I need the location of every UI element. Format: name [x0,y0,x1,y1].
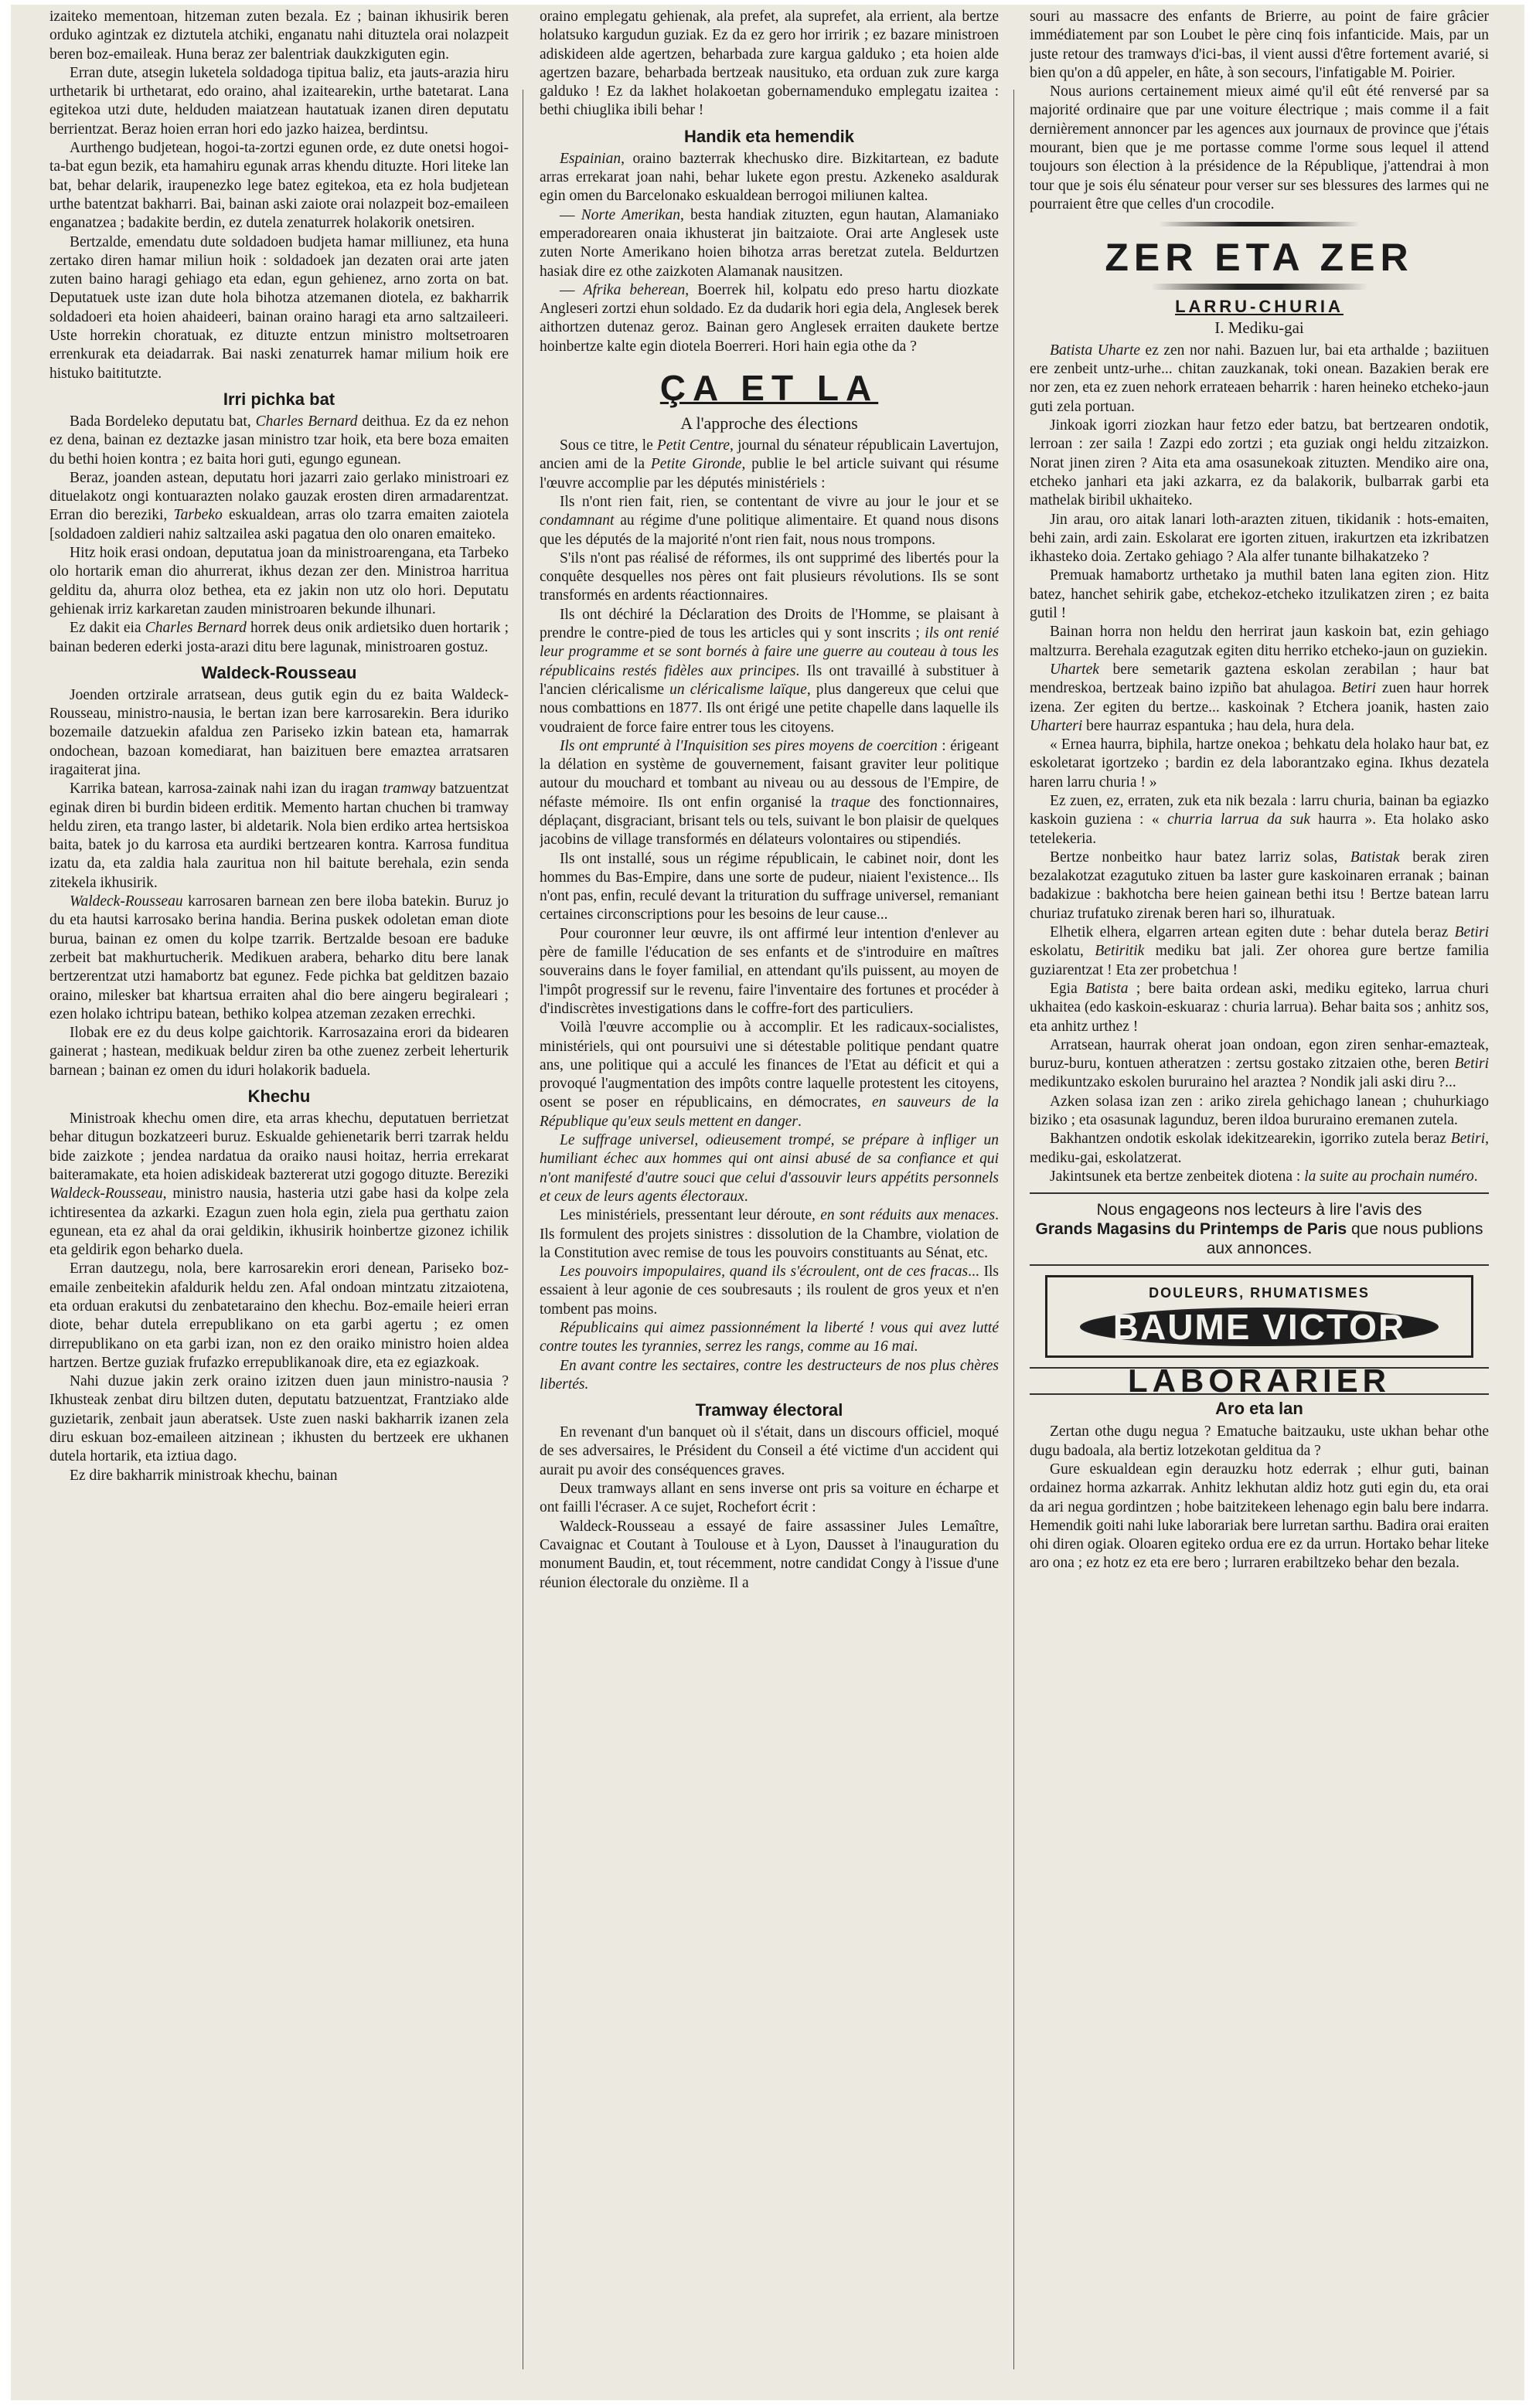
paragraph: Ez zuen, ez, erraten, zuk eta nik bezala : larru churia, bainan ba egiazko kaskoin guziena : « churria larrua da suk haurra ». Eta holako asko tetelekeria. [1030,792,1489,847]
paragraph: Jakintsunek eta bertze zenbeitek diotena : la suite au prochain numéro. [1050,1168,1478,1185]
ornament-divider [1151,284,1367,290]
article-title: A l'approche des élections [680,413,858,434]
article-title: Irri pichka bat [223,389,335,409]
paragraph: Ils ont installé, sous un régime républicain, le cabinet noir, dont les hommes du Bas-Empire, dans une sorte de pudeur, niaient l'existence... Ils n'ont pas, enfin, reculé devant la trituration du suffrage universel, remaniant certaines circonscriptions pour les besoins de leur cause... [540,850,999,923]
paragraph: oraino emplegatu gehienak, ala prefet, ala suprefet, ala errient, ala bertze holatsuko kargudun guziak. Ez da ez gero hor irririk ; ez bazare ministroen adiskideen alde agertzen, beharbada zure kargua galduko ; eta hoien alde agertzen bazare, beharbada bertzeak nausituko, eta orduan zuk zure karga galduko ! Ez da lakhet holakoetan gobernamenduko emplegatu izaitea : bethi chiuglika ibili behar ! [540,9,999,119]
section-heading-ca-et-la: ÇA ET LA [659,368,879,409]
paragraph: Azken solasa izan zen : ariko zirela gehichago lanean ; chuhurkiago biziko ; eta osasunak lagunduz, beren ildoa bururaino eremanen zutela. [1030,1093,1489,1129]
paragraph: Le suffrage universel, odieusement trompé, se prépare à infliger un humiliant échec aux hommes qui ont ainsi abusé de sa confiance et qui n'ont manifesté d'autre souci que celui d'assouvir leurs appétits personnels et ceux de leurs agents électoraux. [540,1132,999,1205]
paragraph: En revenant d'un banquet où il s'était, dans un discours officiel, moqué de ses adversaires, le Président du Conseil a été victime d'un accident qui aurait pu avoir des conséquences graves. [540,1424,999,1478]
paragraph: Egia Batista ; bere baita ordean aski, mediku egiteko, larrua churi ukhaitea (edo kaskoin-eskuaraz : churia larrua). Behar baita sos ; anhitz sos, eta anhitz urthez ! [1030,980,1489,1035]
column-3 [1030,8,1489,2393]
advert-tagline: DOULEURS, RHUMATISMES [1149,1285,1370,1301]
paragraph: Ez dire bakharrik ministroak khechu, bainan [70,1467,338,1484]
paragraph: Voilà l'œuvre accomplie ou à accomplir. Et les radicaux-socialistes, ministériels, qui ont poursuivi une si détestable politique pendant quatre ans, une politique qui a acculé les finances de l'Etat au déficit et qui a provoqué l'augmentation des impôts contre laquelle protestent les citoyens, osent se poser en républicains, en démocrates, en sauveurs de la République qu'eux seuls mettent en danger. [540,1019,999,1130]
paragraph: Bertzalde, emendatu dute soldadoen budjeta hamar milliunez, eta huna zertako diren hamar miliun hoik : soldadoek jan dezaten orai arte jaten zuten baino haragi gehiago eta edan, egun gehienez, arno zorta on bat. Deputatuek uste izan dute hola bihotza atzemanen diotela, ez bakharrik soldadoeri eta hoien ahaideeri, bainan oraino haragi eta arno saltzaileeri. Uste horrekin choratuak, ez dituzte entzun ministro moltsetroaren errenkurak eta deiadarrak. Bai naski zenaturrek hamar milium hoik ere histuko baititutzte. [49,233,509,382]
section-heading-laborarier: LABORARIER [1030,1367,1489,1395]
paragraph: Premuak hamabortz urthetako ja muthil baten lana egiten zion. Hitz batez, hanchet sehirik gabe, etchekoz-etcheko itzulikatzen ziren ; ez baita gutil ! [1030,567,1489,622]
paragraph: Elhetik elhera, elgarren artean egiten dute : behar dutela beraz Betiri eskolatu, Betiritik mediku bat jali. Zer ohorea gure bertze familia guziarentzat ! Eta zer probetchua ! [1030,924,1489,978]
paragraph: souri au massacre des enfants de Brierre, au point de faire grâcier immédiatement par son Loubet le père cinq fois infanticide. Mais, par un juste retour des tramways d'ici-bas, il vient aussi d'être fortement avarié, si bien qu'on a dû appeler, en hâte, à son secours, l'infatigable M. Poirier. [1030,9,1489,81]
tramway-article [540,1423,999,1593]
paragraph: Bada Bordeleko deputatu bat, Charles Bernard deithua. Ez da ez nehon ez dena, bainan ez deztazke jasan ministro tzar hoik, eta bere boza emaiten du bethi hoien kontra ; ez baita hori guti, egungo egunean. [49,413,509,468]
advert-brand: BAUME VICTOR [1080,1308,1439,1346]
paragraph: Nahi duzue jakin zerk oraino izitzen duen jaun ministro-nausia ? Ikhusteak zenbat diru biltzen duten, deputatu batzuentzat, Frantziako alde guzietarik, zenbait jaun aberatsek. Uste zuen naski bakharrik izanen zela diru eskuan boz-emaileen aitzinean ; ikhusten du bertzeek ere ukhanen dutela hortarik, eta iztiua dago. [49,1373,509,1465]
paragraph: Waldeck-Rousseau a essayé de faire assassiner Jules Lemaître, Cavaignac et Coutant à Toulouse et à Lyon, Dausset à l'inauguration du monument Baudin, et, tout récemment, notre candidat Congy à l'issue d'une réunion électorale du onzième. Il a [540,1518,999,1591]
paragraph: Ils ont déchiré la Déclaration des Droits de l'Homme, se plaisant à prendre le contre-pied de tous les articles qui y sont inscrits ; ils ont renié leur programme et se sont bornés à faire une guerre au couteau à tous les républicains restés fidèles aux principes. Ils ont travaillé à substituer à l'ancien cléricalisme un cléricalisme laïque, plus dangereux que celui que nous combattions en 1877. Ils ont érigé une petite chapelle dans laquelle ils voudraient de force faire entrer tous les citoyens. [540,606,999,736]
article-title: Tramway électoral [695,1400,843,1420]
article-title: Khechu [247,1087,311,1107]
paragraph: Karrika batean, karrosa-zainak nahi izan du iragan tramway batzuentzat eginak diren bi burdin bideen erditik. Memento hartan chuchen bi tramway heldu ziren, eta trango laster, bi aldetarik. Nola bien erdiko artea hertsiskoa baita, batek jo du karrosa eta aurdiki bertzearen kontra. Karrosa funditua izatu da, eta zaldia hala zauritua non hil baitute berehala, ezin senda zitekela ikhusirik. [49,781,509,891]
paragraph: Aurthengo budjetean, hogoi-ta-zortzi egunen orde, ez dute onetsi hogoi-ta-bat egun bezik, eta hamahiru egunak arras khendu dituzte. Hori liteke lan bat, behar delarik, iraupenezko lege batez egitekoa, eta ez hola budjetean urthe batentzat bakharri. Bai, bainan aski zaiote orai nolazpeit boz-emaileen enganatzea ; badakite berdin, ez dutela zenaturrek holakorik onetsiren. [49,140,509,232]
paragraph: Gure eskualdean egin derauzku hotz ederrak ; elhur guti, bainan ordainez horma azkarrak. Anhitz lekhutan aldiz hotz guti egin du, eta orai da ari negua gordintzen ; hobe baitzitekeen lehenago egin balu bere indarra. Hemendik goiti nahi luke laborariak bere lurretan sarthu. Badira orai eraiten ohi diren ogiak. Oloaren egiteko ordua ere ez da urrun. Hortako behar liteke aro ona ; ez hotz ez eta ere bero ; lurraren erabiltzeko behar den bezala. [1030,1461,1489,1572]
paragraph: Sous ce titre, le Petit Centre, journal du sénateur républicain Lavertujon, ancien ami de la Petite Gironde, publie le bel article suivant qui résume l'œuvre accomplie par les députés ministériels : [540,437,999,491]
paragraph: « Ernea haurra, biphila, hartze onekoa ; behkatu dela holako haur bat, ez eskoletarat igortzeko ; bardin ez dela laborantzako egina. Ikhus dezatela haren larru churia ! » [1030,736,1489,791]
column-2 [540,8,999,2393]
paragraph: izaiteko mementoan, hitzeman zuten bezala. Ez ; bainan ikhusirik beren orduko agintzak ez diztutela atchiki, enganatu nahi dituztela orai nolazpeit beren boz-emaileak. Huna beraz zer balentriak daukzkiguten egin. [49,9,509,63]
paragraph: Deux tramways allant en sens inverse ont pris sa voiture en écharpe et ont failli l'écraser. A ce sujet, Rochefort écrit : [540,1481,999,1516]
khechu-article [49,1110,509,1485]
larru-article [1030,342,1489,1186]
baume-victor-advert [1045,1275,1473,1358]
paragraph: Ils n'ont rien fait, rien, se contentant de vivre au jour le jour et se condamnant au régime d'une politique alimentaire. Et quand nous disons que les députés de la majorité n'ont rien fait, nous nous trompons. [540,493,999,548]
paragraph: Espainian, oraino bazterrak khechusko dire. Bizkitartean, ez badute arras errekarat joan nahi, behar lukete egon prestu. Azkeneko asaldurak egin omen du Barcelonako eskualdean berrogoi miliunen kaltea. [540,150,999,205]
paragraph: Ez dakit eia Charles Bernard horrek deus onik ardietsiko duen hortarik ; bainan bederen ederki josta-arazi ditu bere lagunak, ministroaren gostuz. [49,620,509,655]
paragraph: Bakhantzen ondotik eskolak idekitzearekin, igorriko zutela beraz Betiri, mediku-gai, eskolatzerat. [1030,1131,1489,1166]
article-subtitle: I. Mediku-gai [1214,318,1304,337]
notice-text: Nous engageons nos lecteurs à lire l'avis des [1096,1201,1422,1219]
paragraph: — Norte Amerikan, besta handiak zituzten, egun hautan, Alamaniako emperadorearen onaia ikhusterat jin baitzaiote. Orai arte Anglesek uste zuten Norte Amerikano hoien bihotza arras beretzat zutela. Beldurtzen hasiak dire ez othe zaizkoten Alamanak nausitzen. [540,206,999,280]
irri-article [49,413,509,657]
article-title: Handik eta hemendik [683,126,855,146]
paragraph: Pour couronner leur œuvre, ils ont affirmé leur intention d'enlever au père de famille l'éducation de ses enfants et de s'introduire en maîtres souverains dans le foyer familial, en attendant qu'ils puissent, au moyen de l'impôt progressif sur le revenu, faire l'inventaire des fortunes et procéder à d'indiscrètes investigations dans le coffre-fort des particuliers. [540,925,999,1017]
handik-article [540,150,999,356]
column-1 [49,8,509,2393]
column-rule [1013,90,1014,2369]
paragraph: Républicains qui aimez passionnément la liberté ! vous qui avez lutté contre toutes les tyrannies, serrez les rangs, comme au 16 mai. [540,1320,999,1355]
article-title: Aro eta lan [1215,1399,1303,1419]
paragraph: Nous aurions certainement mieux aimé qu'il eût été renversé par sa majorité ordinaire que par une voiture électrique ; mais comme il a fait dernièrement annoncer par les agences aux journaux de province que j'étais mourant, bien que je me portasse comme l'orme sous lequel il attend toujours son élection à la présidence de la République, j'attendrai à mon tour que je sois élu sénateur pour verser sur ses blessures des larmes qui ne pourraient être que celles d'un crocodile. [1030,83,1489,213]
paragraph: Beraz, joanden astean, deputatu hori jazarri zaio gerlako ministroari ez dituelakotz ongi kontuarazten nolako gauzak erosten diren armadarentzat. Erran dio bereziki, Tarbeko eskualdean, arras olo tzarra emaiten zaiotela [soldadoen zaldieri nahiz saltzailea aski pagatua den olo onaren emaiteko. [49,469,509,542]
paragraph: Ilobak ere ez du deus kolpe gaichtorik. Karrosazaina erori da bidearen gainerat ; hastean, medikuak beldur ziren ba othe zuenez zerbeit leherturik barnean ; bainan ez omen du iduri holakorik baduela. [49,1025,509,1079]
paragraph: Arratsean, haurrak oherat joan ondoan, egon ziren senhar-emazteak, buruz-buru, kontuen atheratzen : zertsu gostako zitzaien othe, beren Betiri medikuntzako eskolen bururaino hel araztea ? Nondik jali aski diru ?... [1030,1036,1489,1091]
paragraph: Ils ont emprunté à l'Inquisition ses pires moyens de coercition : érigeant la délation en système de gouvernement, faisant graviter leur politique autour du mouchard et tombant au niveau ou au dessous de l'Empire, de néfaste mémoire. Ils ont enfin organisé la traque des fonctionnaires, déplaçant, disgraciant, brisant tels ou tels, suivant le bon plaisir de quelques jacobins de village transformés en délateurs volontaires ou stipendiés. [540,737,999,849]
approche-article [540,437,999,1394]
paragraph: Bertze nonbeitko haur batez larriz solas, Batistak berak ziren bezalakotzat ezagutuko zituen ba laster gure kaskoinaren erranak ; bainan badakizue : bakhotcha bere heien gainean bethi itsu ! Bertze batean larru churiaz trufatuko zirenak beren hari so, ilhuratuak. [1030,849,1489,922]
paragraph: Erran dautzegu, nola, bere karrosarekin erori denean, Pariseko boz-emaile zenbeitekin afaldurik heldu zen. Afal ondoan mintzatu zitzaiotena, eta orduan erakutsi du zenbatetaraino den khechu. Boz-emaile heieri erran diote, behar dutela errepublikano on eta garbi agertu ; ez omen dirrepublikano on eta garbi izan, non ez den oraiko ministro hoien aldea hartzen. Bertze guziak frufazko errepublikanoak dire, eta ez egiazkoak. [49,1260,509,1371]
intro-article [49,8,509,383]
paragraph: Erran dute, atsegin luketela soldadoga tipitua baliz, eta jauts-arazia hiru urthetarik bi urthetarat, edo oraino, ahal izaitearekin, urthe batetarat. Lana egitekoa utzi dute, helduden maiatzean hautatuak izanen diren deputatu berrientzat. Beraz hoien erran hori edo jazko haizea, berdintsu. [49,64,509,138]
paragraph: Ministroak khechu omen dire, eta arras khechu, deputatuen berrietzat behar ditugun bozkatzeeri buruz. Eskualde gehienetarik berri tzarrak heldu bide zaizkote ; jendea nardatua da oraiko nausi hoitaz, herria errekarat baiteramakate, eta hoien adiskideak baztererat utzi gogogo dituzte. Bereziki Waldeck-Rousseau, ministro nausia, hasteria utzi gabe hasi da kolpe zela ichtiresentea da azkarki. Ezagun zuen hola egin, ziela pua gerthatu zaion egunean, eta ez ahal da orai geldikin, ikhusirik hoinbertze gizonez ichilik eta geldirik egon beharko duela. [49,1110,509,1259]
paragraph: Zertan othe dugu negua ? Ematuche baitzauku, uste ukhan behar othe dugu badoala, ala bertiz lotzekotan gelditua da ? [1030,1423,1489,1459]
ornament-divider [1159,222,1360,226]
paragraph: Uhartek bere semetarik gaztena eskolan zerabilan ; haur bat mendreskoa, bertzeak baino izpiño bat ahulagoa. Betiri zuen haur horrek izena. Zer egiten du bertze... kaskoinak ? Etchera joanik, hasten zaio Uharteri bere haurraz espantuka ; hau dela, hura dela. [1030,661,1489,734]
paragraph: Batista Uharte ez zen nor nahi. Bazuen lur, bai eta arthalde ; baziituen ere zenbeit untz-urhe... chitan zauzkanak, toki onean. Bazakien berak ere nor zen, eta ez zuen nehork errateaen beharrik : haren heineko etcheko-jaun guti zela portuan. [1030,342,1489,415]
article-title: Waldeck-Rousseau [201,662,357,682]
newspaper-page [11,5,1524,2400]
waldeck-article [49,686,509,1080]
paragraph: Waldeck-Rousseau karrosaren barnean zen bere iloba batekin. Buruz jo du eta hautsi karrosako berina handia. Berina puskek odoletan eman diote burua, bainan ez omen du kolpe tzarrik. Bertzalde besoan ere baduke zerbeit bat makhurtucherik. Medikuen arabera, beharko ditu bere lanak bertzerentzat utzi hamabortz bat egunez. Fede pichka bat gelditzen bazaio oraino, milesker bat khartsua erraiten ahal dio bere aingeru begiraleari ; ezen holako ichtripu batean, bethiko kolpea atzeman zezaken errechki. [49,893,509,1022]
aro-article [1030,1423,1489,1573]
section-heading-zer-eta-zer: ZER ETA ZER [1105,236,1414,280]
article-title: LARRU-CHURIA [1175,297,1344,317]
paragraph: Jin arau, oro aitak lanari loth-arazten zituen, tikidanik : hots-emaiten, behi zain, ardi zain. Eskolarat ere igorten zituen, irakurtzen eta izkribatzen ikhasteko doia. Zertako gehiago ? Ala alfer tunante bilhakatzeko ? [1030,511,1489,566]
paragraph: Bainan horra non heldu den herrirat jaun kaskoin bat, ezin gehiago maltzurra. Berehala ezagutzak egiten ditu herriko etcheko-jaun on guziekin. [1030,624,1489,659]
notice-store-name: Grands Magasins du Printemps de Paris [1035,1220,1347,1239]
paragraph: Joenden ortzirale arratsean, deus gutik egin du ez baita Waldeck-Rousseau, ministro-nausia, le bertan izan bere karrosarekin. Bera iduriko bozemaile datzuekin afalduа zen Pariseko izkin batean eta, hamarrak ondochean, bazoan komediarat, han baizituen bere emaztea arratsaren iragaiterat jina. [49,686,509,778]
paragraph: Hitz hoik erasi ondoan, deputatua joan da ministroarengana, eta Tarbeko olo hortarik eman dio ahurrerat, ikhus dezan zer den. Ministroa harritua gelditu da, ahurra oloz bethea, eta ez jakin non utz olo hori. Deputatu gehienak irriz karkaretan zauden ministroaren bekunde ilhunari. [49,545,509,617]
notice-text: que nous publions aux annonces. [1206,1220,1483,1258]
paragraph: S'ils n'ont pas réalisé de réformes, ils ont supprimé des libertés pour la conquête desquelles nos pères ont fait plusieurs révolutions. Ils se sont transformés en ardents réactionnaires. [540,549,999,604]
paragraph: Les ministériels, pressentant leur déroute, en sont réduits aux menaces. Ils formulent des projets sinistres : dissolution de la Chambre, violation de la Constitution avec remise de tous les pouvoirs constituants au Sénat, etc. [540,1207,999,1261]
paragraph: En avant contre les sectaires, contre les destructeurs de nos plus chères libertés. [540,1357,999,1393]
paragraph: Les pouvoirs impopulaires, quand ils s'écroulent, ont de ces fracas... Ils essaient à leur agonie de ces soubresauts ; ils roulent de gros yeux et n'en tombent pas moins. [540,1264,999,1318]
paragraph: Jinkoak igorri ziozkan haur fetzo eder batzu, bat bertzearen ondotik, lerroan : zer saila ! Zazpi edo zortzi ; eta guziak ongi heldu zitzaizkon. Norat jinen ziren ? Aita eta ama osasunekoak zituzten. Mendiko aire ona, etcheko janhari eta jaki azkarra, ez da balakorik, bulbarrak garbi eta mathelak biribil ukhaiteko. [1030,417,1489,509]
printemps-notice [1030,1192,1489,1266]
paragraph: — Afrika beherean, Boerrek hil, kolpatu edo preso hartu diozkate Angleseri zortzi ehun soldado. Ez da dudarik hori egia dela, Anglesek berek aithortzen dutenaz geroz. Bainan gero Anglesek erraiten daukete bertze hoinbertze kalte egin diotela Boerreri. Hori hain egia othe da ? [540,281,999,355]
